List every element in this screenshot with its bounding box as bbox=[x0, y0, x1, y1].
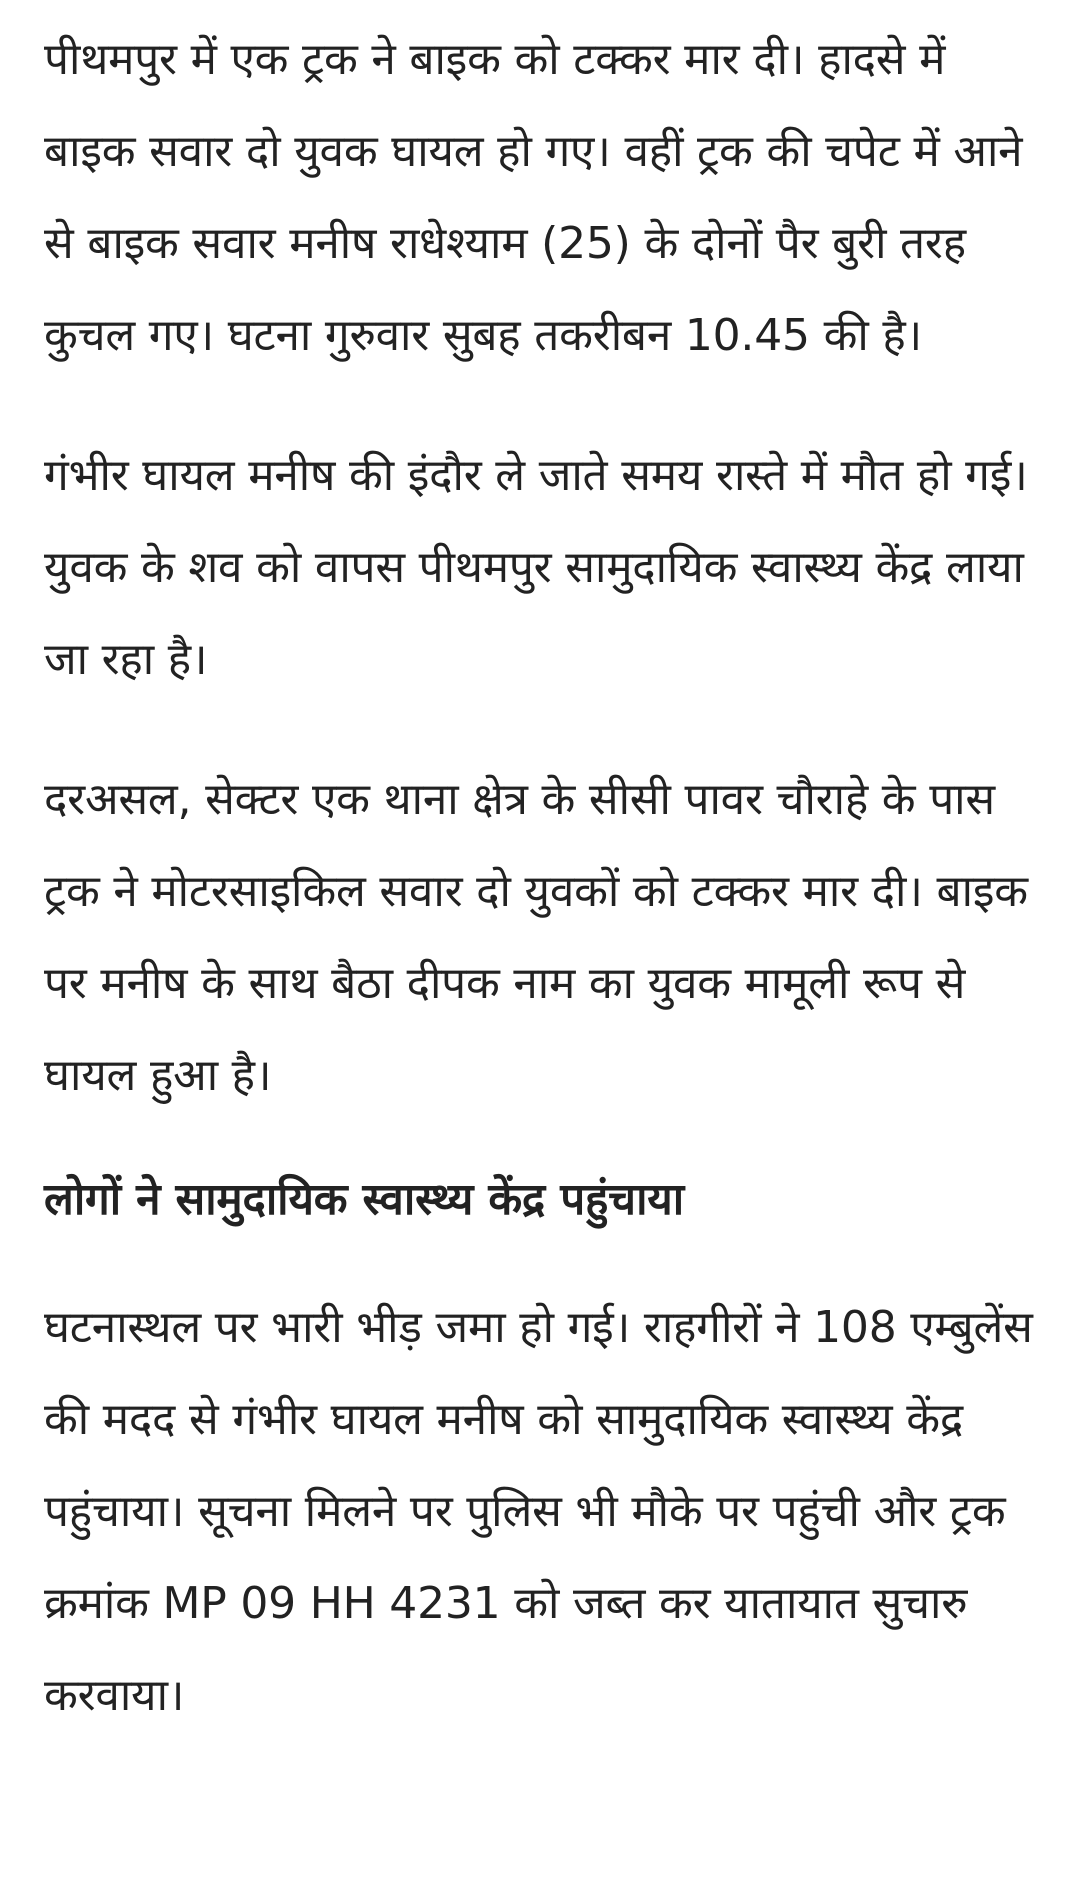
article-paragraph-4: घटनास्थल पर भारी भीड़ जमा हो गई। राहगीरों ने 108 एम्बुलेंस की मदद से गंभीर घायल मनीष को सामुदायिक स्वास्थ्य केंद्र पहुंचाया। सूचना मिलने पर पुलिस भी मौके पर पहुंची और ट्रक क्रमांक MP 09 HH 4231 को जब्त कर यातायात सुचारु करवाया। bbox=[44, 1302, 1033, 1721]
article-paragraph-2: गंभीर घायल मनीष की इंदौर ले जाते समय रास्ते में मौत हो गई। युवक के शव को वापस पीथमपुर सामुदायिक स्वास्थ्य केंद्र लाया जा रहा है। bbox=[44, 450, 1028, 685]
article-paragraph-1: पीथमपुर में एक ट्रक ने बाइक को टक्कर मार दी। हादसे में बाइक सवार दो युवक घायल हो गए। वहीं ट्रक की चपेट में आने से बाइक सवार मनीष राधेश्याम (25) के दोनों पैर बुरी तरह कुचल गए। घटना गुरुवार सुबह तकरीबन 10.45 की है। bbox=[44, 34, 1023, 361]
article-paragraph-3: दरअसल, सेक्टर एक थाना क्षेत्र के सीसी पावर चौराहे के पास ट्रक ने मोटरसाइकिल सवार दो युवकों को टक्कर मार दी। बाइक पर मनीष के साथ बैठा दीपक नाम का युवक मामूली रूप से घायल हुआ है। bbox=[44, 774, 1028, 1101]
article-subheading: लोगों ने सामुदायिक स्वास्थ्य केंद्र पहुंचाया bbox=[44, 1174, 685, 1225]
